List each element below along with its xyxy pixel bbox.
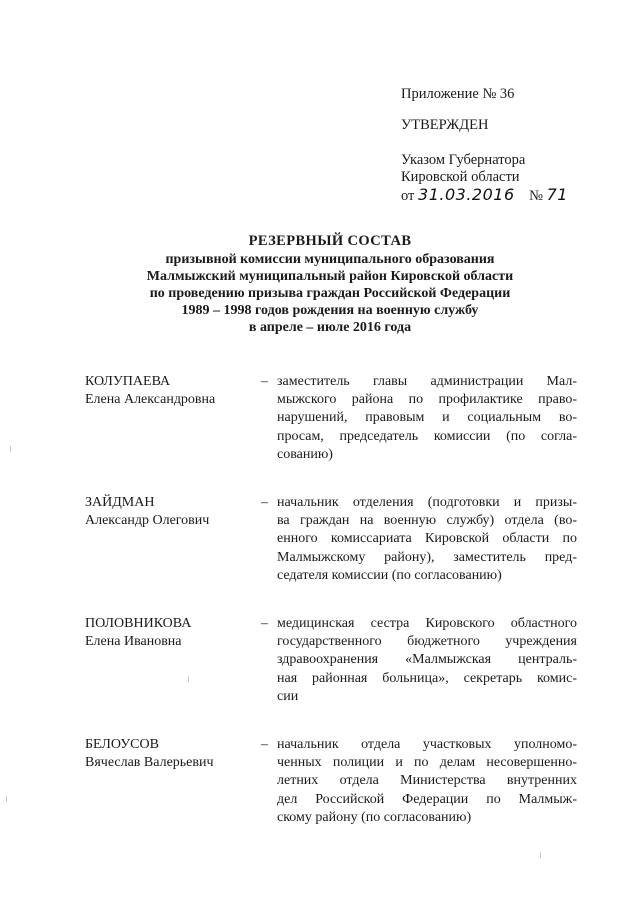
- description-line: государственного бюджетного учреждения: [277, 634, 577, 650]
- dash-separator: –: [261, 374, 268, 389]
- description-line: сованию): [277, 446, 333, 462]
- member-description: [277, 736, 577, 827]
- title-line-1: призывной комиссии муниципального образования: [165, 252, 495, 267]
- scan-speck: [188, 676, 189, 682]
- member-name: [85, 373, 259, 409]
- member-given-name: Вячеслав Валерьевич: [85, 755, 214, 771]
- member-surname: ПОЛОВНИКОВА: [85, 616, 192, 632]
- description-line: дел Российской Федерации по Малмыж-: [277, 791, 577, 807]
- approved-label: УТВЕРЖДЕН: [401, 117, 489, 133]
- description-line: скому району (по согласованию): [277, 809, 472, 825]
- handwritten-date: 31.03.2016: [418, 185, 515, 204]
- description-line: ва граждан на военную службу) отдела (во-: [277, 513, 577, 529]
- description-line: здравоохранения «Малмыжская централь-: [277, 652, 577, 668]
- title-line-5: в апреле – июле 2016 года: [248, 320, 412, 335]
- member-surname: КОЛУПАЕВА: [85, 374, 171, 389]
- appendix-number: Приложение № 36: [401, 86, 515, 102]
- scan-speck: [540, 852, 541, 858]
- title-line-3: по проведению призыва граждан Российской Федерации: [149, 286, 511, 301]
- description-line: ная районная больница», секретарь комис-: [277, 670, 577, 686]
- scan-speck: [6, 796, 7, 802]
- description-line: седателя комиссии (по согласованию): [277, 567, 502, 583]
- description-line: мыжского района по профилактике право-: [277, 392, 577, 408]
- member-given-name: Елена Ивановна: [85, 634, 182, 650]
- dash-separator: –: [261, 495, 268, 511]
- member-given-name: Александр Олегович: [85, 513, 210, 529]
- member-entry: [85, 736, 595, 827]
- member-description: [277, 615, 577, 706]
- description-line: нарушений, правовым и социальным во-: [277, 410, 577, 426]
- member-entry: [85, 615, 595, 706]
- title-main: РЕЗЕРВНЫЙ СОСТАВ: [248, 233, 412, 249]
- description-line: енного комиссариата Кировской области по: [277, 531, 577, 547]
- number-label: №: [529, 188, 543, 204]
- title-line-4: 1989 – 1998 годов рождения на военную службу: [181, 303, 479, 318]
- member-description: [277, 373, 577, 464]
- handwritten-number: 71: [546, 185, 568, 204]
- description-line: сии: [277, 688, 299, 704]
- decree-date-line: [401, 186, 601, 205]
- document-title: [60, 233, 600, 336]
- member-entry: [85, 373, 595, 464]
- description-line: ченных полиции и по делам несовершенно-: [277, 755, 577, 771]
- description-line: Малмыжскому району), заместитель пред-: [277, 549, 577, 565]
- dash-separator: –: [261, 737, 268, 753]
- scan-speck: [10, 446, 11, 452]
- member-surname: ЗАЙДМАН: [85, 495, 155, 511]
- title-line-2: Малмыжский муниципальный район Кировской области: [146, 269, 514, 284]
- member-name: [85, 615, 259, 651]
- description-line: начальник отделения (подготовки и призы-: [277, 495, 577, 511]
- members-list: [85, 373, 595, 827]
- decree-line-2: Кировской области: [401, 169, 520, 185]
- description-line: начальник отдела участковых уполномо-: [277, 737, 577, 753]
- member-name: [85, 736, 259, 772]
- description-line: медицинская сестра Кировского областного: [277, 616, 577, 632]
- member-entry: [85, 494, 595, 585]
- decree-line-1: Указом Губернатора: [401, 152, 526, 168]
- appendix-block: [401, 86, 601, 205]
- member-surname: БЕЛОУСОВ: [85, 737, 159, 753]
- from-label: от: [401, 188, 415, 204]
- member-name: [85, 494, 259, 530]
- dash-separator: –: [261, 616, 268, 632]
- member-given-name: Елена Александровна: [85, 392, 216, 408]
- member-description: [277, 494, 577, 585]
- description-line: заместитель главы администрации Мал-: [277, 374, 577, 389]
- description-line: просам, председатель комиссии (по согла-: [277, 428, 577, 444]
- description-line: летних отдела Министерства внутренних: [277, 773, 577, 789]
